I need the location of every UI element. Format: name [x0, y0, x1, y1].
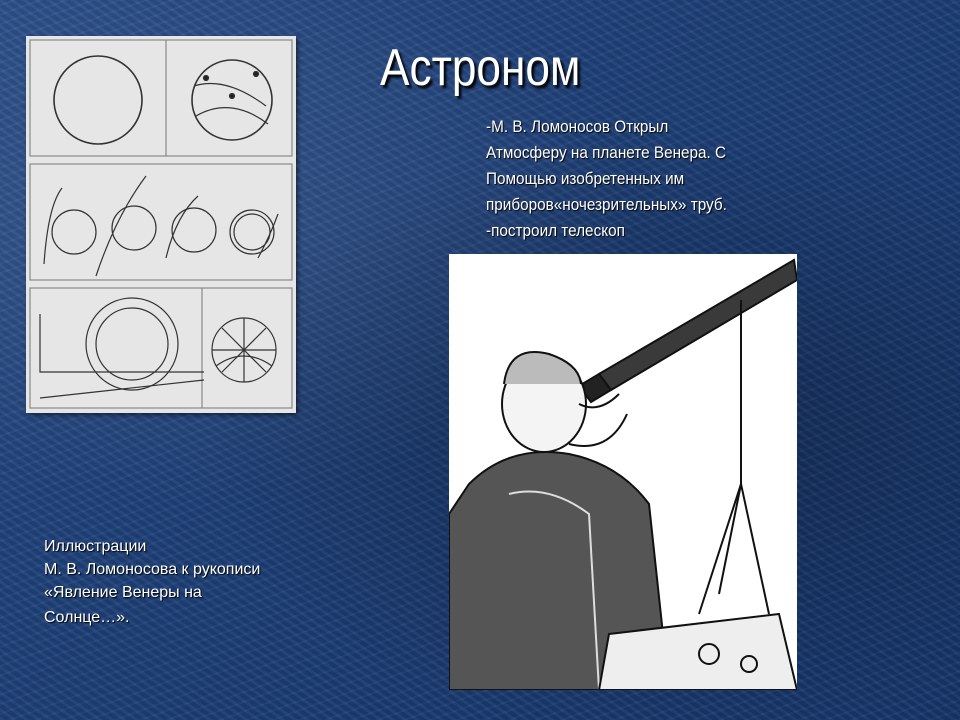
lomonosov-telescope-engraving — [449, 254, 797, 690]
illustration-caption — [44, 535, 344, 629]
description-line: Помощью изобретенных им — [486, 169, 685, 188]
caption-line: Иллюстрации — [44, 538, 147, 555]
description-text — [486, 114, 783, 244]
caption-line: М. В. Ломоносова к рукописи — [44, 561, 261, 578]
venus-diagrams-image — [26, 36, 296, 413]
caption-line: «Явление Венеры на — [44, 584, 202, 601]
slide-title: Астроном — [380, 39, 581, 97]
description-line: -М. В. Ломоносов Открыл — [486, 117, 669, 136]
description-line: приборов«ночезрительных» труб. — [486, 195, 727, 214]
description-line: -построил телескоп — [486, 221, 625, 240]
caption-line: Солнце…». — [44, 609, 130, 626]
description-line: Атмосферу на планете Венера. С — [486, 143, 727, 162]
